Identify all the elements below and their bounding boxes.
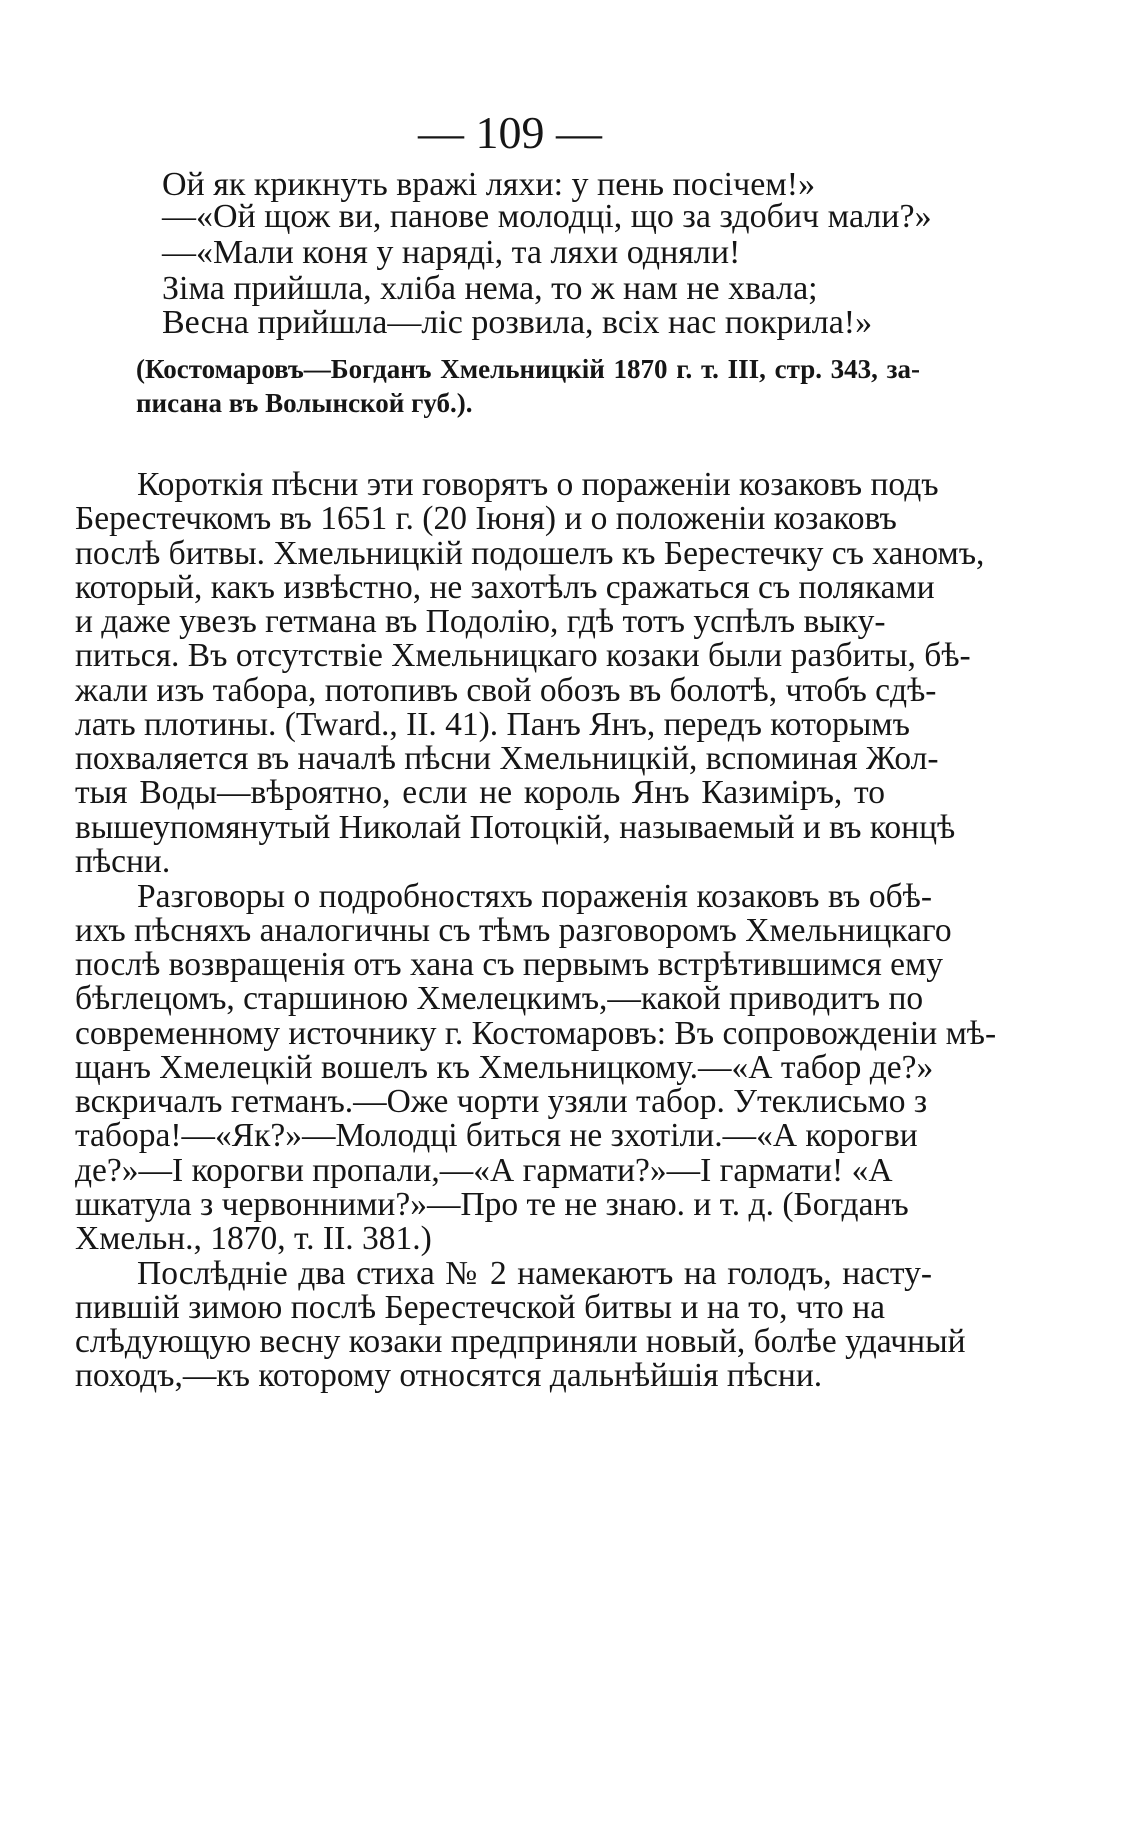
page-number: — 109 — xyxy=(418,107,602,158)
paragraph-line: де?»—І корогви пропали,—«А гармати?»—І гармати! «А xyxy=(75,1152,893,1189)
paragraph-line: тыя Воды—вѣроятно, если не король Янъ Казиміръ, то xyxy=(75,774,885,811)
paragraph-line: жали изъ табора, потопивъ свой обозъ въ болотѣ, чтобъ сдѣ- xyxy=(75,672,937,709)
paragraph-line: Берестечкомъ въ 1651 г. (20 Іюня) и о положеніи козаковъ xyxy=(75,500,897,537)
paragraph-line: табора!—«Як?»—Молодці биться не зхотіли.—«А корогви xyxy=(75,1117,918,1154)
paragraph-line: щанъ Хмелецкій вошелъ къ Хмельницкому.—«А табор де?» xyxy=(75,1049,934,1086)
paragraph-line: лать плотины. (Tward., II. 41). Панъ Янъ, передъ которымъ xyxy=(75,706,910,743)
source-note-line: (Костомаровъ—Богданъ Хмельницкій 1870 г. т. III, стр. 343, за- xyxy=(136,354,920,384)
paragraph-line: Короткія пѣсни эти говорятъ о пораженіи козаковъ подъ xyxy=(137,466,939,503)
source-note-line: писана въ Волынской губ.). xyxy=(136,388,473,418)
paragraph-line: вышеупомянутый Николай Потоцкій, называемый и въ концѣ xyxy=(75,809,956,846)
paragraph-line: который, какъ извѣстно, не захотѣлъ сражаться съ поляками xyxy=(75,569,935,606)
paragraph-line: пившій зимою послѣ Берестечской битвы и на то, что на xyxy=(75,1289,885,1326)
poem-line: Зіма прийшла, хліба нема, то ж нам не хвала; xyxy=(162,270,818,307)
paragraph-line: похваляется въ началѣ пѣсни Хмельницкій, вспоминая Жол- xyxy=(75,740,939,777)
poem-line: —«Ой щож ви, панове молодці, що за здобич мали?» xyxy=(162,198,932,235)
paragraph-line: бѣглецомъ, старшиною Хмелецкимъ,—какой приводитъ по xyxy=(75,980,924,1017)
paragraph-line: Послѣдніе два стиха № 2 намекаютъ на голодъ, насту- xyxy=(137,1255,932,1292)
paragraph-line: современному источнику г. Костомаровъ: Въ сопровожденіи мѣ- xyxy=(75,1015,997,1052)
poem-line: Весна прийшла—ліс розвила, всіх нас покрила!» xyxy=(162,304,873,341)
paragraph-line: послѣ возвращенія отъ хана съ первымъ встрѣтившимся ему xyxy=(75,946,943,983)
paragraph-line: и даже увезъ гетмана въ Подолію, гдѣ тотъ успѣлъ выку- xyxy=(75,603,886,640)
paragraph-line: послѣ битвы. Хмельницкій подошелъ къ Берестечку съ ханомъ, xyxy=(75,535,985,572)
poem-line: —«Мали коня у наряді, та ляхи одняли! xyxy=(162,234,741,271)
poem-line: Ой як крикнуть вражі ляхи: у пень посічем!» xyxy=(162,166,816,203)
paragraph-line: вскричалъ гетманъ.—Оже чорти узяли табор. Утеклисьмо з xyxy=(75,1083,928,1120)
paragraph-line: Разговоры о подробностяхъ пораженія козаковъ въ обѣ- xyxy=(137,878,932,915)
paragraph-line: пѣсни. xyxy=(75,843,171,880)
paragraph-line: слѣдующую весну козаки предприняли новый, болѣе удачный xyxy=(75,1323,966,1360)
paragraph-line: походъ,—къ которому относятся дальнѣйшія пѣсни. xyxy=(75,1357,823,1394)
paragraph-line: шкатула з червонними?»—Про те не знаю. и т. д. (Богданъ xyxy=(75,1186,909,1223)
paragraph-line: питься. Въ отсутствіе Хмельницкаго козаки были разбиты, бѣ- xyxy=(75,637,971,674)
paragraph-line: ихъ пѣсняхъ аналогичны съ тѣмъ разговоромъ Хмельницкаго xyxy=(75,912,952,949)
paragraph-line: Хмельн., 1870, т. II. 381.) xyxy=(75,1220,432,1257)
